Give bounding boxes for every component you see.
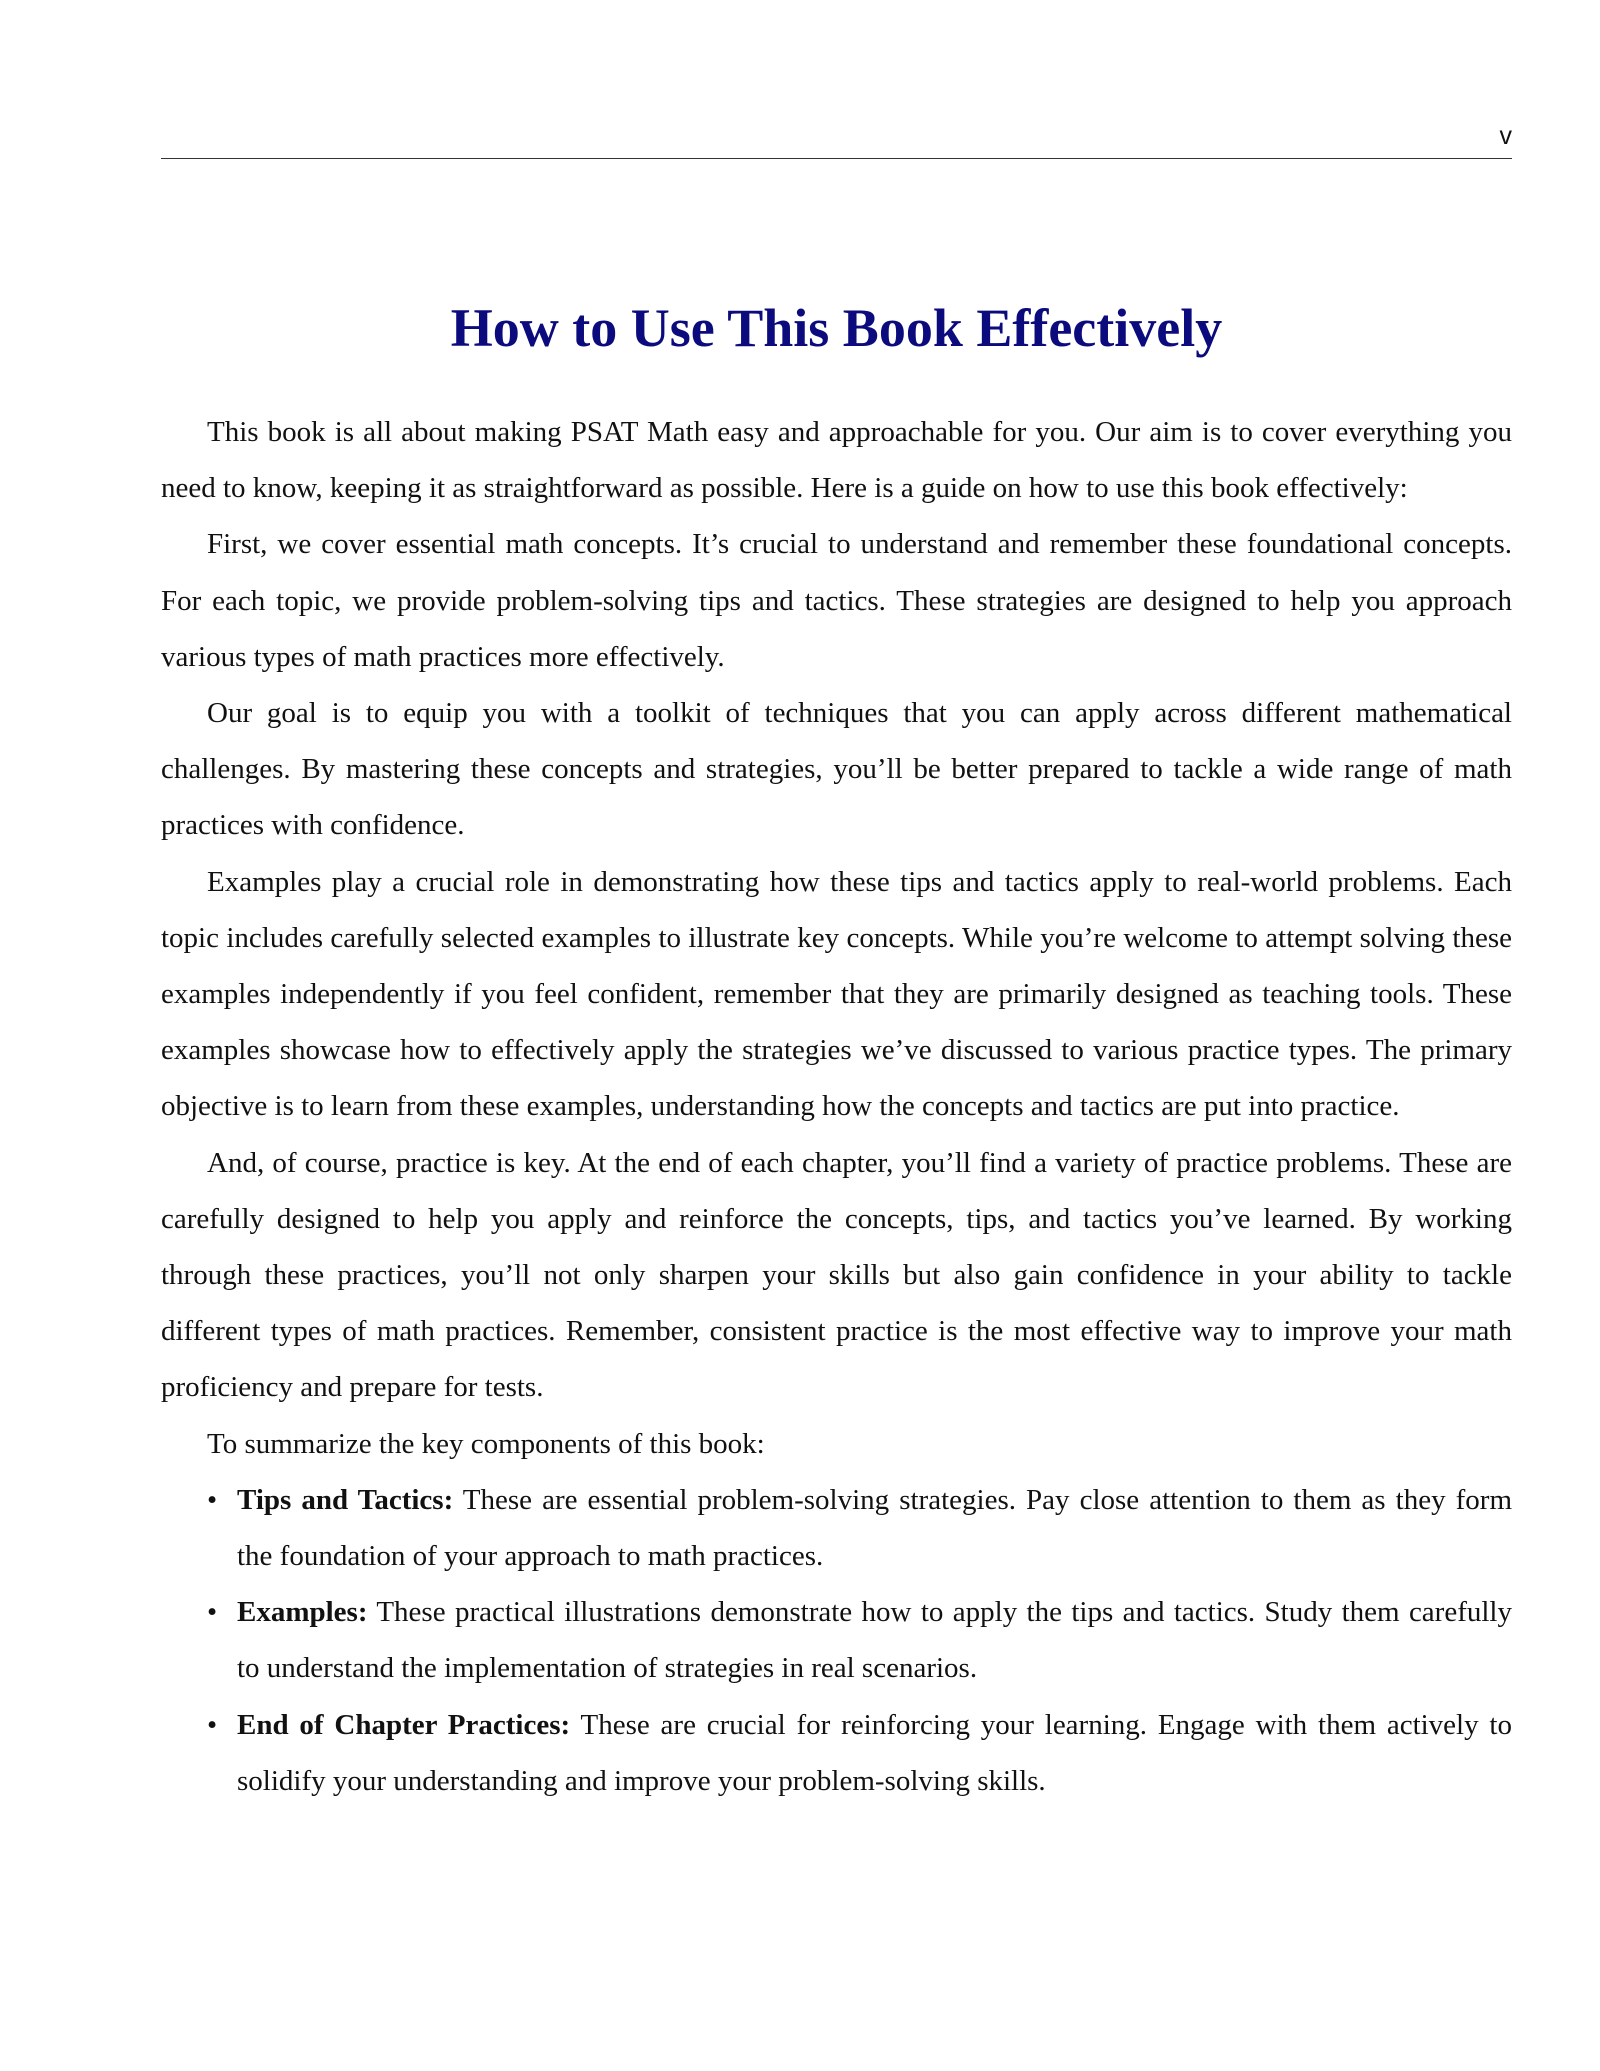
paragraph-practice: And, of course, practice is key. At the end of each chapter, you’ll find a variety of practice problems. These are carefully designed to help you apply and reinforce the concepts, tips, and tactics you’ve learned. By working through these practices, you’ll not only sharpen your skills but also gain confidence in your ability to tackle different types of math practices. Remember, consistent practice is the most effective way to improve your math proficiency and prepare for tests.	[161, 1146, 1512, 1404]
list-item	[161, 1697, 1512, 1809]
paragraph-intro: This book is all about making PSAT Math easy and approachable for you. Our aim is to cover everything you need to know, keeping it as straightforward as possible. Here is a guide on how to use this book effectively:	[161, 416, 1512, 505]
bullet-icon: •	[207, 1708, 218, 1741]
list-item-term: End of Chapter Practices:	[237, 1708, 571, 1741]
list-item-text: These are essential problem-solving strategies. Pay close attention to them as they form the foundation of your approach to math practices.	[237, 1483, 1513, 1573]
bullet-icon: •	[207, 1596, 218, 1629]
list-item-text: These practical illustrations demonstrate how to apply the tips and tactics. Study them carefully to understand the implementation of strategies in real scenarios.	[237, 1596, 1512, 1685]
list-item-term: Tips and Tactics:	[237, 1483, 454, 1516]
summary-list	[161, 1472, 1512, 1809]
list-item	[161, 1584, 1512, 1696]
page-number: v	[1499, 122, 1512, 150]
running-header	[161, 118, 1512, 159]
bullet-icon: •	[207, 1483, 218, 1516]
list-item-text: These are crucial for reinforcing your learning. Engage with them actively to solidify your understanding and improve your problem-solving skills.	[237, 1708, 1512, 1797]
paragraph-examples: Examples play a crucial role in demonstrating how these tips and tactics apply to real-world problems. Each topic includes carefully selected examples to illustrate key concepts. While you’re welcome to attempt solving these examples independently if you feel confident, remember that they are primarily designed as teaching tools. These examples showcase how to effectively apply the strategies we’ve discussed to various practice types. The primary objective is to learn from these examples, understanding how the concepts and tactics are put into practice.	[161, 865, 1512, 1123]
chapter-title: How to Use This Book Effectively	[450, 298, 1223, 358]
list-item	[161, 1472, 1512, 1584]
paragraph-summary-lead: To summarize the key components of this book:	[207, 1427, 765, 1460]
list-item-term: Examples:	[237, 1596, 368, 1629]
paragraph-goal: Our goal is to equip you with a toolkit of techniques that you can apply across different mathematical challenges. By mastering these concepts and strategies, you’ll be better prepared to tackle a wide range of math practices with confidence.	[161, 697, 1512, 842]
body-text	[161, 404, 1512, 1809]
paragraph-concepts: First, we cover essential math concepts. It’s crucial to understand and remember these foundational concepts. For each topic, we provide problem-solving tips and tactics. These strategies are designed to help you approach various types of math practices more effectively.	[161, 528, 1512, 673]
